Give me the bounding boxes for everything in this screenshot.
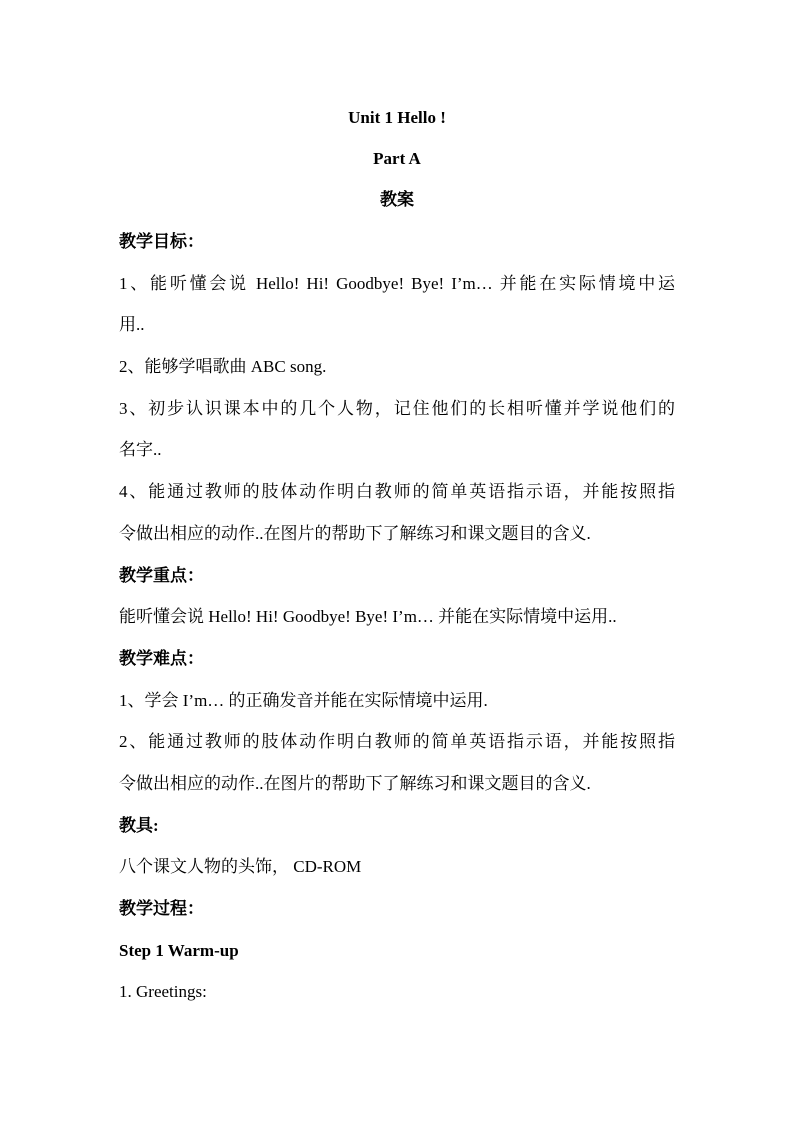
document-subtitle: 教案 xyxy=(380,190,414,209)
objective-3-line-2: 名字.. xyxy=(119,440,162,459)
difficulty-1: 1、学会 I’m… 的正确发音并能在实际情境中运用. xyxy=(119,691,488,710)
objective-4-line-2: 令做出相应的动作..在图片的帮助下了解练习和课文题目的含义. xyxy=(119,524,591,543)
objective-2: 2、能够学唱歌曲 ABC song. xyxy=(119,357,327,376)
process-heading: 教学过程： xyxy=(119,899,204,918)
difficulties-heading: 教学难点： xyxy=(119,649,204,668)
key-point-1: 能听懂会说 Hello! Hi! Goodbye! Bye! I’m… 并能在实际情境中运用.. xyxy=(119,607,617,626)
step-1-item-1: 1. Greetings: xyxy=(119,982,207,1001)
difficulty-2-line-1: 2、能通过教师的肢体动作明白教师的简单英语指示语，并能按照指 xyxy=(119,732,675,751)
tools-heading: 教具: xyxy=(119,816,159,835)
tools-text: 八个课文人物的头饰， CD-ROM xyxy=(119,857,362,876)
objective-1-line-1: 1、能听懂会说 Hello! Hi! Goodbye! Bye! I’m… 并能在实际情境中运 xyxy=(119,274,675,293)
objective-1-line-2: 用.. xyxy=(119,315,145,334)
objectives-heading: 教学目标： xyxy=(119,232,204,251)
step-1-heading: Step 1 Warm-up xyxy=(119,941,239,960)
objective-3-line-1: 3、初步认识课本中的几个人物，记住他们的长相听懂并学说他们的 xyxy=(119,399,675,418)
difficulty-2-line-2: 令做出相应的动作..在图片的帮助下了解练习和课文题目的含义. xyxy=(119,774,591,793)
document-part: Part A xyxy=(373,149,421,168)
document-title: Unit 1 Hello ! xyxy=(348,108,446,127)
objective-4-line-1: 4、能通过教师的肢体动作明白教师的简单英语指示语，并能按照指 xyxy=(119,482,675,501)
key-points-heading: 教学重点： xyxy=(119,566,204,585)
